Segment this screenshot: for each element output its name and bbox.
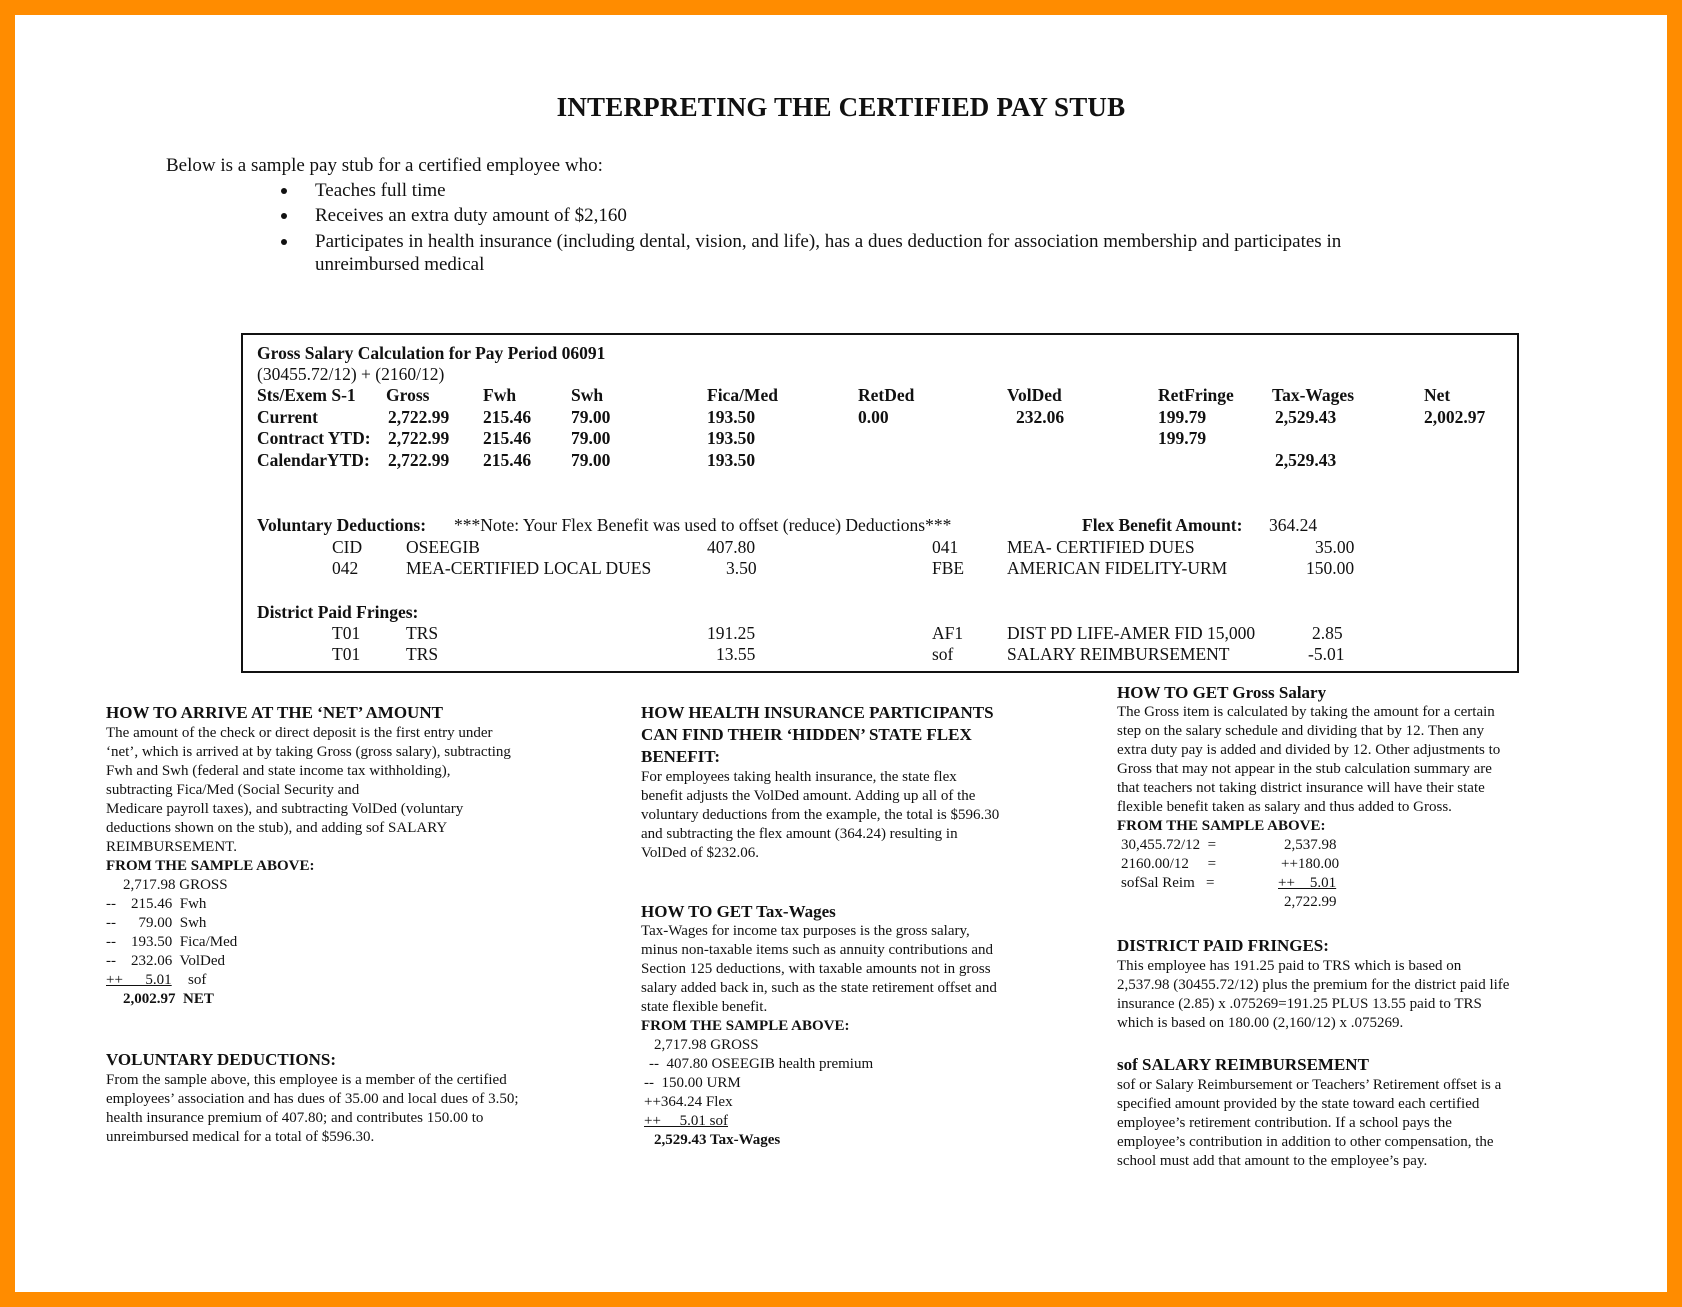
health-heading: HOW HEALTH INSURANCE PARTICIPANTS <box>641 703 994 722</box>
gross-line: that teachers not taking district insurance will have their state <box>1117 780 1485 796</box>
flex-value: 364.24 <box>1269 515 1318 535</box>
voluntary-line: From the sample above, this employee is a member of the certified <box>106 1072 507 1088</box>
gross-sample-label: FROM THE SAMPLE ABOVE: <box>1117 818 1326 834</box>
deduction-name: MEA- CERTIFIED DUES <box>1007 537 1195 557</box>
net-sample-label: FROM THE SAMPLE ABOVE: <box>106 858 315 874</box>
health-heading: CAN FIND THEIR ‘HIDDEN’ STATE FLEX <box>641 725 972 744</box>
cell-value: 215.46 <box>483 407 532 427</box>
page-title: INTERPRETING THE CERTIFIED PAY STUB <box>556 92 1126 122</box>
health-line: and subtracting the flex amount (364.24) resulting in <box>641 826 958 842</box>
sof-line: employee’s contribution in addition to other compensation, the <box>1117 1134 1494 1150</box>
bullet-item: Teaches full time <box>315 180 446 201</box>
sof-line: specified amount provided by the state toward each certified <box>1117 1096 1480 1112</box>
health-line: For employees taking health insurance, the state flex <box>641 769 957 785</box>
row-label: CalendarYTD: <box>257 450 370 470</box>
gross-line: extra duty pay is added and divided by 12. Other adjustments to <box>1117 742 1501 758</box>
deduction-amount: 407.80 <box>707 537 756 557</box>
fringe-name: TRS <box>406 623 439 643</box>
deduction-amount: 35.00 <box>1315 537 1355 557</box>
sof-line: employee’s retirement contribution. If a school pays the <box>1117 1115 1452 1131</box>
gross-calc-label: sofSal Reim = <box>1121 875 1215 891</box>
fringe-name: DIST PD LIFE-AMER FID 15,000 <box>1007 623 1256 643</box>
col-header: Swh <box>571 385 604 405</box>
taxwages-line: state flexible benefit. <box>641 999 768 1015</box>
cell-value: 2,722.99 <box>388 450 450 470</box>
fringes-label: District Paid Fringes: <box>257 602 419 622</box>
gross-calc-total: 2,722.99 <box>1284 894 1337 910</box>
net-heading: HOW TO ARRIVE AT THE ‘NET’ AMOUNT <box>106 703 443 722</box>
fringes-heading: DISTRICT PAID FRINGES: <box>1117 936 1329 955</box>
cell-value: 193.50 <box>707 407 756 427</box>
net-line: deductions shown on the stub), and adding sof SALARY <box>106 820 448 836</box>
cell-value: 79.00 <box>571 407 611 427</box>
intro-text: Below is a sample pay stub for a certified employee who: <box>166 155 603 176</box>
net-line: Medicare payroll taxes), and subtracting VolDed (voluntary <box>106 801 464 817</box>
fringes-line: This employee has 191.25 paid to TRS which is based on <box>1117 958 1462 974</box>
col-header: VolDed <box>1007 385 1062 405</box>
fringes-line: which is based on 180.00 (2,160/12) x .075269. <box>1117 1015 1404 1031</box>
gross-calc-value: ++180.00 <box>1281 856 1340 872</box>
net-calc-line: -- 232.06 VolDed <box>106 953 226 969</box>
net-line: The amount of the check or direct deposit is the first entry under <box>106 725 493 741</box>
health-heading: BENEFIT: <box>641 747 721 766</box>
gross-line: step on the salary schedule and dividing that by 12. Then any <box>1117 723 1485 739</box>
gross-calc-label: 30,455.72/12 = <box>1121 837 1217 853</box>
net-calc-line: -- 193.50 Fica/Med <box>106 934 238 950</box>
col-header: RetDed <box>858 385 915 405</box>
fringe-name: SALARY REIMBURSEMENT <box>1007 644 1230 664</box>
health-line: voluntary deductions from the example, the total is $596.30 <box>641 807 1000 823</box>
voluntary-line: employees’ association and has dues of 35.00 and local dues of 3.50; <box>106 1091 519 1107</box>
cell-value: 199.79 <box>1158 407 1207 427</box>
deduction-code: CID <box>332 537 363 557</box>
gross-line: Gross that may not appear in the stub calculation summary are <box>1117 761 1492 777</box>
stub-formula: (30455.72/12) + (2160/12) <box>257 364 445 384</box>
health-line: benefit adjusts the VolDed amount. Adding up all of the <box>641 788 976 804</box>
col-header: Net <box>1424 385 1451 405</box>
voluntary-label: Voluntary Deductions: <box>257 515 427 535</box>
taxwages-total: 2,529.43 Tax-Wages <box>654 1132 781 1148</box>
net-line: REIMBURSEMENT. <box>106 839 237 855</box>
deduction-name: MEA-CERTIFIED LOCAL DUES <box>406 558 652 578</box>
cell-value: 79.00 <box>571 428 611 448</box>
fringe-amount: 13.55 <box>716 644 756 664</box>
cell-value: 215.46 <box>483 428 532 448</box>
col-header: RetFringe <box>1158 385 1234 405</box>
col-header: Sts/Exem S-1 <box>257 385 356 405</box>
taxwages-heading: HOW TO GET Tax-Wages <box>641 902 836 921</box>
cell-value: 2,529.43 <box>1275 407 1337 427</box>
col-header: Fica/Med <box>707 385 778 405</box>
cell-value: 232.06 <box>1016 407 1065 427</box>
deduction-code: 042 <box>332 558 359 578</box>
cell-value: 0.00 <box>858 407 889 427</box>
col-header: Gross <box>386 385 430 405</box>
fringe-code: sof <box>932 644 954 664</box>
cell-value: 193.50 <box>707 450 756 470</box>
bullet-dot <box>281 213 287 219</box>
cell-value: 79.00 <box>571 450 611 470</box>
deduction-code: FBE <box>932 558 965 578</box>
cell-value: 2,529.43 <box>1275 450 1337 470</box>
deduction-code: 041 <box>932 537 959 557</box>
flex-label: Flex Benefit Amount: <box>1082 515 1243 535</box>
gross-line: The Gross item is calculated by taking the amount for a certain <box>1117 704 1495 720</box>
fringe-name: TRS <box>406 644 439 664</box>
taxwages-calc-line: -- 150.00 URM <box>644 1075 741 1091</box>
taxwages-line: Tax-Wages for income tax purposes is the gross salary, <box>641 923 970 939</box>
taxwages-calc-line: ++ 5.01 sof <box>644 1113 729 1129</box>
net-line: subtracting Fica/Med (Social Security and <box>106 782 360 798</box>
fringe-amount: 191.25 <box>707 623 756 643</box>
gross-calc-label: 2160.00/12 = <box>1121 856 1217 872</box>
stub-heading: Gross Salary Calculation for Pay Period 06091 <box>257 343 606 363</box>
net-calc-line: 2,717.98 GROSS <box>123 877 228 893</box>
gross-calc-value: ++ 5.01 <box>1278 875 1337 891</box>
deduction-amount: 150.00 <box>1306 558 1355 578</box>
taxwages-calc-line: ++364.24 Flex <box>644 1094 733 1110</box>
net-calc-line: -- 215.46 Fwh <box>106 896 207 912</box>
voluntary-line: health insurance premium of 407.80; and contributes 150.00 to <box>106 1110 484 1126</box>
taxwages-calc-line: -- 407.80 OSEEGIB health premium <box>649 1056 874 1072</box>
col-header: Tax-Wages <box>1272 385 1355 405</box>
taxwages-line: minus non-taxable items such as annuity contributions and <box>641 942 994 958</box>
gross-line: flexible benefit taken as salary and thus added to Gross. <box>1117 799 1452 815</box>
fringe-amount: 2.85 <box>1312 623 1343 643</box>
fringe-amount: -5.01 <box>1308 644 1345 664</box>
net-line: ‘net’, which is arrived at by taking Gross (gross salary), subtracting <box>106 744 511 760</box>
sof-line: sof or Salary Reimbursement or Teachers’ Retirement offset is a <box>1117 1077 1502 1093</box>
deduction-name: OSEEGIB <box>406 537 480 557</box>
gross-heading: HOW TO GET Gross Salary <box>1117 683 1327 702</box>
col-header: Fwh <box>483 385 517 405</box>
cell-value: 2,002.97 <box>1424 407 1486 427</box>
taxwages-line: salary added back in, such as the state retirement offset and <box>641 980 997 996</box>
taxwages-calc-line: 2,717.98 GROSS <box>654 1037 759 1053</box>
bullet-dot <box>281 188 287 194</box>
net-calc-line: ++ 5.01 <box>106 972 172 988</box>
cell-value: 215.46 <box>483 450 532 470</box>
net-calc-line: sof <box>188 972 207 988</box>
fringe-code: T01 <box>332 623 361 643</box>
row-label: Contract YTD: <box>257 428 371 448</box>
cell-value: 2,722.99 <box>388 428 450 448</box>
fringes-line: insurance (2.85) x .075269=191.25 PLUS 13.55 paid to TRS <box>1117 996 1482 1012</box>
cell-value: 199.79 <box>1158 428 1207 448</box>
bullet-item: Participates in health insurance (including dental, vision, and life), has a dues deduction for association membership and participates in <box>315 231 1342 252</box>
row-label: Current <box>257 407 318 427</box>
voluntary-line: unreimbursed medical for a total of $596.30. <box>106 1129 375 1145</box>
net-line: Fwh and Swh (federal and state income tax withholding), <box>106 763 451 779</box>
sof-line: school must add that amount to the employee’s pay. <box>1117 1153 1428 1169</box>
net-calc-line: -- 79.00 Swh <box>106 915 207 931</box>
voluntary-heading: VOLUNTARY DEDUCTIONS: <box>106 1050 336 1069</box>
taxwages-sample-label: FROM THE SAMPLE ABOVE: <box>641 1018 850 1034</box>
cell-value: 193.50 <box>707 428 756 448</box>
bullet-item: Receives an extra duty amount of $2,160 <box>315 205 627 226</box>
health-line: VolDed of $232.06. <box>641 845 760 861</box>
taxwages-line: Section 125 deductions, with taxable amounts not in gross <box>641 961 991 977</box>
cell-value: 2,722.99 <box>388 407 450 427</box>
bullet-dot <box>281 239 287 245</box>
deduction-amount: 3.50 <box>726 558 757 578</box>
bullet-item-continuation: unreimbursed medical <box>315 254 485 275</box>
deduction-name: AMERICAN FIDELITY-URM <box>1007 558 1228 578</box>
voluntary-note: ***Note: Your Flex Benefit was used to offset (reduce) Deductions*** <box>454 515 952 535</box>
fringe-code: T01 <box>332 644 361 664</box>
sof-heading: sof SALARY REIMBURSEMENT <box>1117 1055 1369 1074</box>
net-total: 2,002.97 NET <box>123 991 214 1007</box>
fringes-line: 2,537.98 (30455.72/12) plus the premium for the district paid life <box>1117 977 1510 993</box>
gross-calc-value: 2,537.98 <box>1284 837 1337 853</box>
fringe-code: AF1 <box>932 623 964 643</box>
